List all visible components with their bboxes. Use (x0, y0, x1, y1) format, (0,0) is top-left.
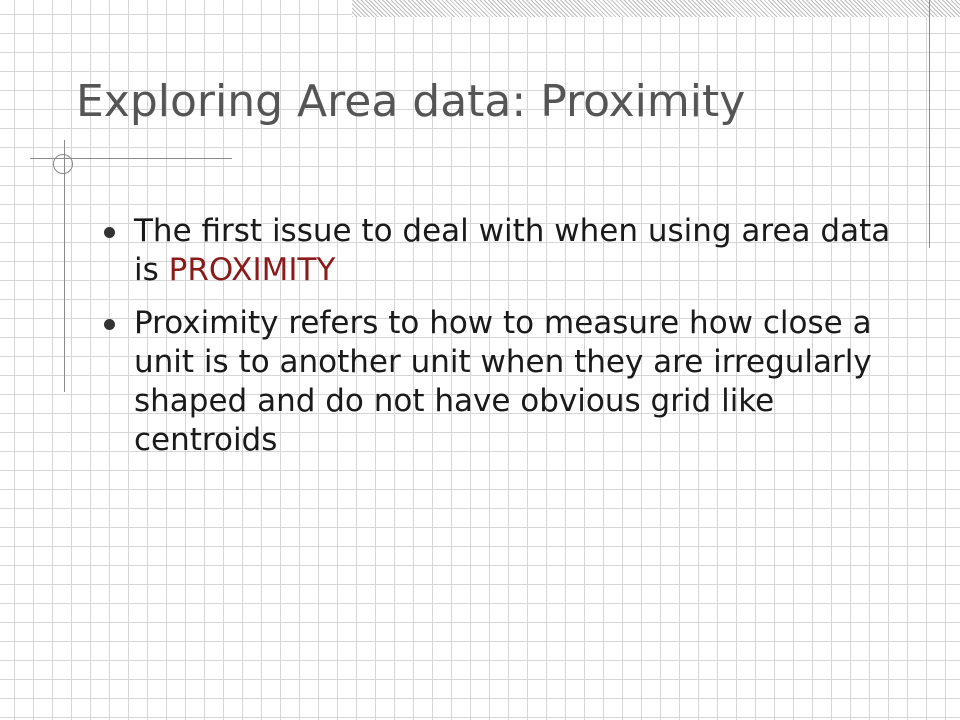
bullet-text: Proximity refers to how to measure how close a unit is to another unit when they are irregularly shaped and do not have obvious grid like centroids (134, 305, 872, 458)
hatched-corner-band (352, 0, 960, 17)
decorative-vertical-line-right (929, 0, 930, 248)
decorative-vertical-line-left (64, 140, 65, 392)
bullet-item-2 (100, 304, 900, 460)
decorative-circle (53, 154, 73, 174)
bullet-dot-icon (104, 319, 115, 330)
bullet-text: The first issue to deal with when using area data is (134, 213, 891, 288)
bullet-dot-icon (104, 227, 115, 238)
bullet-list (100, 212, 900, 474)
slide-title: Exploring Area data: Proximity (76, 76, 746, 127)
bullet-item-1 (100, 212, 900, 290)
highlight-term: PROXIMITY (168, 252, 336, 288)
